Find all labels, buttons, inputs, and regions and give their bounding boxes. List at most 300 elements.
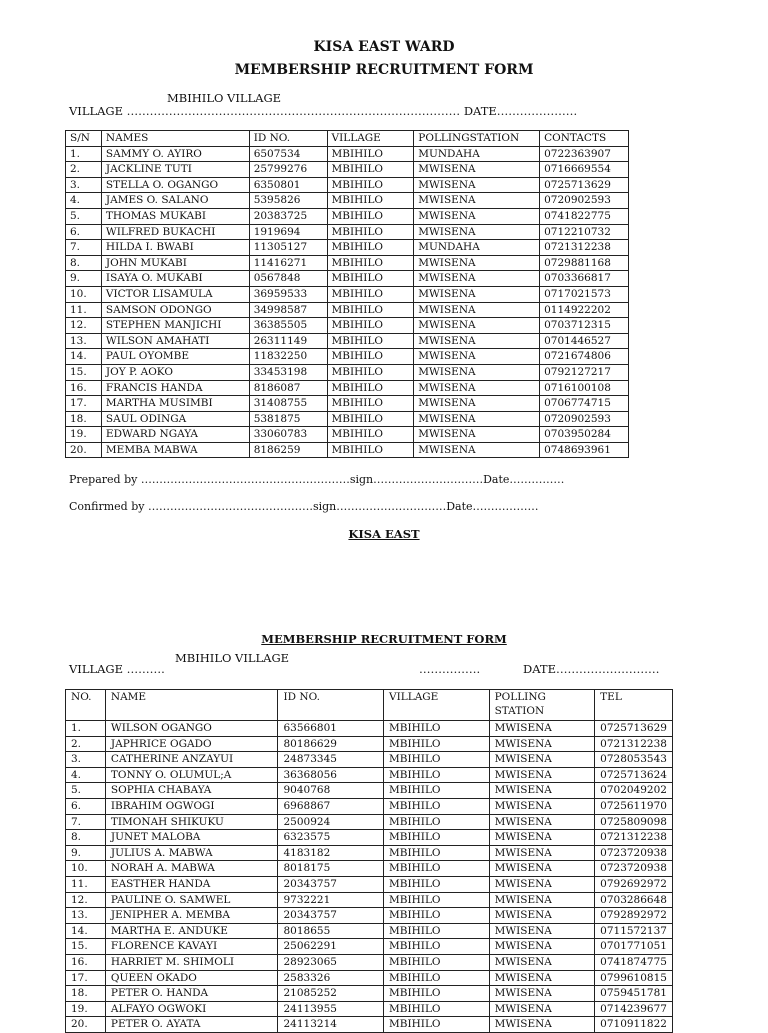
table-cell: 31408755 xyxy=(249,396,327,412)
table-cell: MBIHILO xyxy=(384,845,490,861)
form1-title-form: MEMBERSHIP RECRUITMENT FORM xyxy=(234,62,534,78)
table-cell: 16. xyxy=(66,954,106,970)
table-cell: 13. xyxy=(66,333,102,349)
table-cell: 21085252 xyxy=(278,986,384,1002)
table-cell: 9732221 xyxy=(278,892,384,908)
table-cell: MBIHILO xyxy=(327,240,414,256)
table-cell: 2. xyxy=(66,162,102,178)
table-cell: ALFAYO OGWOKI xyxy=(105,1001,278,1017)
table-row xyxy=(66,255,629,271)
table-cell: 36368056 xyxy=(278,767,384,783)
table-cell: 2500924 xyxy=(278,814,384,830)
table-cell: 1. xyxy=(66,721,106,737)
table-row xyxy=(66,286,629,302)
table-cell: MBIHILO xyxy=(327,318,414,334)
table-cell: 20. xyxy=(66,442,102,458)
table-cell: 0741874775 xyxy=(595,954,673,970)
table-cell: 0567848 xyxy=(249,271,327,287)
table-cell: 0723720938 xyxy=(595,845,673,861)
table-cell: MWISENA xyxy=(414,208,540,224)
table-row xyxy=(66,954,673,970)
column-header: TEL xyxy=(595,690,673,721)
table-cell: 20343757 xyxy=(278,876,384,892)
table-cell: MBIHILO xyxy=(327,271,414,287)
form2-village-name: MBIHILO VILLAGE xyxy=(175,651,290,665)
table-cell: MBIHILO xyxy=(384,752,490,768)
table-row xyxy=(66,892,673,908)
table-cell: MBIHILO xyxy=(327,333,414,349)
table-row xyxy=(66,364,629,380)
table-cell: 11416271 xyxy=(249,255,327,271)
table-cell: 15. xyxy=(66,939,106,955)
table-cell: 3. xyxy=(66,177,102,193)
table-cell: 11. xyxy=(66,302,102,318)
table-cell: 0716100108 xyxy=(540,380,629,396)
table-cell: MWISENA xyxy=(489,908,595,924)
table-cell: PAUL OYOMBE xyxy=(101,349,249,365)
form1-title-ward: KISA EAST WARD xyxy=(313,39,455,55)
table-cell: 9. xyxy=(66,271,102,287)
column-header: CONTACTS xyxy=(540,131,629,147)
table-cell: 18. xyxy=(66,411,102,427)
table-row xyxy=(66,411,629,427)
table-cell: 0703286648 xyxy=(595,892,673,908)
table-cell: 4183182 xyxy=(278,845,384,861)
table-row xyxy=(66,240,629,256)
table-row xyxy=(66,349,629,365)
table-cell: 28923065 xyxy=(278,954,384,970)
table-cell: MBIHILO xyxy=(384,736,490,752)
table-cell: MWISENA xyxy=(414,333,540,349)
table-row xyxy=(66,318,629,334)
table-cell: MBIHILO xyxy=(384,1017,490,1033)
table-row xyxy=(66,923,673,939)
table-cell: MWISENA xyxy=(414,177,540,193)
table-row xyxy=(66,302,629,318)
form2-title: MEMBERSHIP RECRUITMENT FORM xyxy=(261,632,507,646)
table-cell: 0792692972 xyxy=(595,876,673,892)
table-cell: 20343757 xyxy=(278,908,384,924)
table-cell: 0792127217 xyxy=(540,364,629,380)
table-cell: 6507534 xyxy=(249,146,327,162)
table-cell: 26311149 xyxy=(249,333,327,349)
table-cell: MWISENA xyxy=(489,845,595,861)
table-cell: 24113955 xyxy=(278,1001,384,1017)
table-cell: ISAYA O. MUKABI xyxy=(101,271,249,287)
table-cell: EDWARD NGAYA xyxy=(101,427,249,443)
table-row xyxy=(66,798,673,814)
table-cell: 17. xyxy=(66,396,102,412)
table-cell: 4. xyxy=(66,767,106,783)
table-cell: MBIHILO xyxy=(327,193,414,209)
table-cell: JAPHRICE OGADO xyxy=(105,736,278,752)
table-cell: MBIHILO xyxy=(327,208,414,224)
table-cell: MBIHILO xyxy=(384,939,490,955)
table-cell: 8018175 xyxy=(278,861,384,877)
table-cell: 0703366817 xyxy=(540,271,629,287)
table-cell: MBIHILO xyxy=(384,923,490,939)
table-cell: MBIHILO xyxy=(384,783,490,799)
table-cell: MBIHILO xyxy=(327,162,414,178)
table-row xyxy=(66,380,629,396)
table-cell: 0721312238 xyxy=(540,240,629,256)
table-cell: 15. xyxy=(66,364,102,380)
table-cell: JOHN MUKABI xyxy=(101,255,249,271)
table-cell: MBIHILO xyxy=(384,986,490,1002)
form2-mid-dots: ……………. xyxy=(419,662,481,676)
table-cell: JAMES O. SALANO xyxy=(101,193,249,209)
table-cell: 11. xyxy=(66,876,106,892)
table-cell: 8186087 xyxy=(249,380,327,396)
table-cell: 0721312238 xyxy=(595,736,673,752)
table-cell: MWISENA xyxy=(489,752,595,768)
table-cell: MWISENA xyxy=(414,380,540,396)
table-cell: 19. xyxy=(66,427,102,443)
table-cell: MWISENA xyxy=(489,861,595,877)
table-cell: WILSON OGANGO xyxy=(105,721,278,737)
table-cell: 0717021573 xyxy=(540,286,629,302)
table-row xyxy=(66,830,673,846)
table-cell: 0725809098 xyxy=(595,814,673,830)
table-cell: MWISENA xyxy=(414,318,540,334)
table-cell: THOMAS MUKABI xyxy=(101,208,249,224)
table-cell: FRANCIS HANDA xyxy=(101,380,249,396)
table-cell: 34998587 xyxy=(249,302,327,318)
table-cell: MWISENA xyxy=(489,783,595,799)
table-cell: MWISENA xyxy=(489,1001,595,1017)
column-header: POLLING STATION xyxy=(489,690,595,721)
table-cell: 10. xyxy=(66,861,106,877)
table-cell: MBIHILO xyxy=(327,255,414,271)
table-cell: 0792892972 xyxy=(595,908,673,924)
table-cell: 33060783 xyxy=(249,427,327,443)
table-cell: MBIHILO xyxy=(384,954,490,970)
table-cell: MBIHILO xyxy=(384,814,490,830)
table-cell: 0759451781 xyxy=(595,986,673,1002)
table-cell: 11832250 xyxy=(249,349,327,365)
form1-footer: KISA EAST xyxy=(348,527,420,541)
table-cell: PAULINE O. SAMWEL xyxy=(105,892,278,908)
table-cell: 63566801 xyxy=(278,721,384,737)
table-cell: 12. xyxy=(66,892,106,908)
table-cell: 0799610815 xyxy=(595,970,673,986)
table-cell: MWISENA xyxy=(489,721,595,737)
table-cell: 0723720938 xyxy=(595,861,673,877)
table-cell: MWISENA xyxy=(489,939,595,955)
table-row xyxy=(66,177,629,193)
table-cell: MBIHILO xyxy=(327,349,414,365)
form1-table-header xyxy=(66,131,629,147)
table-cell: MEMBA MABWA xyxy=(101,442,249,458)
table-cell: JUNET MALOBA xyxy=(105,830,278,846)
table-cell: 6323575 xyxy=(278,830,384,846)
table-cell: MBIHILO xyxy=(327,177,414,193)
table-cell: 25062291 xyxy=(278,939,384,955)
table-cell: MBIHILO xyxy=(384,1001,490,1017)
table-cell: 0710911822 xyxy=(595,1017,673,1033)
table-cell: 33453198 xyxy=(249,364,327,380)
column-header: ID NO. xyxy=(249,131,327,147)
table-cell: 0728053543 xyxy=(595,752,673,768)
table-cell: 25799276 xyxy=(249,162,327,178)
table-cell: MARTHA MUSIMBI xyxy=(101,396,249,412)
table-cell: 7. xyxy=(66,240,102,256)
table-cell: 2. xyxy=(66,736,106,752)
table-cell: MBIHILO xyxy=(384,861,490,877)
table-cell: MWISENA xyxy=(414,271,540,287)
form1-members-table xyxy=(65,130,629,458)
column-header: POLLINGSTATION xyxy=(414,131,540,147)
table-cell: 80186629 xyxy=(278,736,384,752)
table-cell: 13. xyxy=(66,908,106,924)
table-row xyxy=(66,224,629,240)
table-cell: PETER O. AYATA xyxy=(105,1017,278,1033)
table-cell: 11305127 xyxy=(249,240,327,256)
form2-village-label: VILLAGE ………. xyxy=(69,662,165,676)
table-cell: 0725713629 xyxy=(595,721,673,737)
table-row xyxy=(66,986,673,1002)
table-cell: 0701771051 xyxy=(595,939,673,955)
table-row xyxy=(66,783,673,799)
table-cell: EASTHER HANDA xyxy=(105,876,278,892)
table-row xyxy=(66,427,629,443)
table-cell: MBIHILO xyxy=(327,286,414,302)
table-cell: 5395826 xyxy=(249,193,327,209)
column-header: S/N xyxy=(66,131,102,147)
table-cell: MWISENA xyxy=(414,286,540,302)
table-cell: STEPHEN MANJICHI xyxy=(101,318,249,334)
table-cell: VICTOR LISAMULA xyxy=(101,286,249,302)
table-cell: JOY P. AOKO xyxy=(101,364,249,380)
table-cell: MWISENA xyxy=(414,364,540,380)
table-cell: 0702049202 xyxy=(595,783,673,799)
table-cell: MWISENA xyxy=(414,255,540,271)
table-cell: MWISENA xyxy=(489,767,595,783)
table-cell: 6350801 xyxy=(249,177,327,193)
table-cell: 5. xyxy=(66,208,102,224)
table-cell: MWISENA xyxy=(414,302,540,318)
table-cell: 6. xyxy=(66,224,102,240)
table-cell: 8186259 xyxy=(249,442,327,458)
table-row xyxy=(66,193,629,209)
table-cell: MBIHILO xyxy=(327,224,414,240)
table-cell: 5. xyxy=(66,783,106,799)
table-cell: 24873345 xyxy=(278,752,384,768)
table-cell: MWISENA xyxy=(414,349,540,365)
table-cell: HARRIET M. SHIMOLI xyxy=(105,954,278,970)
table-row xyxy=(66,271,629,287)
table-cell: 16. xyxy=(66,380,102,396)
table-cell: MWISENA xyxy=(414,411,540,427)
table-cell: 14. xyxy=(66,923,106,939)
table-cell: 17. xyxy=(66,970,106,986)
table-row xyxy=(66,736,673,752)
table-cell: 0721312238 xyxy=(595,830,673,846)
table-cell: MWISENA xyxy=(414,162,540,178)
table-cell: MWISENA xyxy=(489,970,595,986)
table-cell: MBIHILO xyxy=(327,364,414,380)
table-cell: 0712210732 xyxy=(540,224,629,240)
form1-confirmed-by-line: Confirmed by ………………………………………sign…………………………Date……………… xyxy=(69,500,539,513)
column-header: ID NO. xyxy=(278,690,384,721)
table-cell: MWISENA xyxy=(489,830,595,846)
form2-date-label: DATE……………………… xyxy=(523,662,660,676)
table-cell: MWISENA xyxy=(414,442,540,458)
form1-prepared-by-line: Prepared by …………………………………………………sign…………………………Date…………… xyxy=(69,473,565,486)
table-cell: 2583326 xyxy=(278,970,384,986)
table-cell: MBIHILO xyxy=(384,908,490,924)
table-cell: SAUL ODINGA xyxy=(101,411,249,427)
table-cell: 36385505 xyxy=(249,318,327,334)
table-cell: MBIHILO xyxy=(327,411,414,427)
table-cell: MBIHILO xyxy=(384,892,490,908)
table-cell: MBIHILO xyxy=(327,442,414,458)
table-cell: 5381875 xyxy=(249,411,327,427)
table-cell: 0720902593 xyxy=(540,411,629,427)
table-cell: TIMONAH SHIKUKU xyxy=(105,814,278,830)
table-row xyxy=(66,162,629,178)
form2-members-table xyxy=(65,689,673,1033)
table-cell: MWISENA xyxy=(489,954,595,970)
table-cell: SAMSON ODONGO xyxy=(101,302,249,318)
table-cell: MWISENA xyxy=(489,923,595,939)
table-row xyxy=(66,861,673,877)
table-cell: SAMMY O. AYIRO xyxy=(101,146,249,162)
table-cell: CATHERINE ANZAYUI xyxy=(105,752,278,768)
table-cell: 19. xyxy=(66,1001,106,1017)
table-cell: MUNDAHA xyxy=(414,146,540,162)
table-cell: 9. xyxy=(66,845,106,861)
table-cell: 6. xyxy=(66,798,106,814)
table-row xyxy=(66,1001,673,1017)
table-cell: 7. xyxy=(66,814,106,830)
table-cell: MWISENA xyxy=(489,814,595,830)
table-cell: 0114922202 xyxy=(540,302,629,318)
table-cell: WILFRED BUKACHI xyxy=(101,224,249,240)
table-cell: MWISENA xyxy=(489,892,595,908)
table-cell: IBRAHIM OGWOGI xyxy=(105,798,278,814)
table-cell: 0721674806 xyxy=(540,349,629,365)
table-cell: 18. xyxy=(66,986,106,1002)
table-cell: 0722363907 xyxy=(540,146,629,162)
table-cell: 6968867 xyxy=(278,798,384,814)
table-cell: HILDA I. BWABI xyxy=(101,240,249,256)
table-cell: 8. xyxy=(66,255,102,271)
table-cell: 14. xyxy=(66,349,102,365)
table-cell: 0703950284 xyxy=(540,427,629,443)
table-row xyxy=(66,146,629,162)
table-row xyxy=(66,396,629,412)
table-row xyxy=(66,845,673,861)
table-cell: MBIHILO xyxy=(327,380,414,396)
table-cell: 0725713624 xyxy=(595,767,673,783)
table-cell: 1. xyxy=(66,146,102,162)
table-cell: 3. xyxy=(66,752,106,768)
table-cell: MBIHILO xyxy=(327,427,414,443)
table-cell: MBIHILO xyxy=(327,302,414,318)
column-header: VILLAGE xyxy=(327,131,414,147)
form1-village-name: MBIHILO VILLAGE xyxy=(167,91,282,105)
form2-table-header xyxy=(66,690,673,721)
table-cell: MBIHILO xyxy=(384,721,490,737)
table-cell: MWISENA xyxy=(414,224,540,240)
table-cell: JACKLINE TUTI xyxy=(101,162,249,178)
table-cell: 20383725 xyxy=(249,208,327,224)
table-cell: 0725713629 xyxy=(540,177,629,193)
table-cell: NORAH A. MABWA xyxy=(105,861,278,877)
table-cell: 24113214 xyxy=(278,1017,384,1033)
table-cell: MARTHA E. ANDUKE xyxy=(105,923,278,939)
table-cell: 0703712315 xyxy=(540,318,629,334)
table-cell: MBIHILO xyxy=(327,146,414,162)
table-row xyxy=(66,442,629,458)
table-row xyxy=(66,876,673,892)
table-cell: TONNY O. OLUMUL;A xyxy=(105,767,278,783)
table-cell: 8. xyxy=(66,830,106,846)
table-cell: 0748693961 xyxy=(540,442,629,458)
table-cell: 0701446527 xyxy=(540,333,629,349)
column-header: NO. xyxy=(66,690,106,721)
table-cell: MBIHILO xyxy=(384,876,490,892)
table-cell: PETER O. HANDA xyxy=(105,986,278,1002)
table-cell: 10. xyxy=(66,286,102,302)
table-cell: MWISENA xyxy=(489,798,595,814)
table-cell: MBIHILO xyxy=(384,798,490,814)
table-cell: 8018655 xyxy=(278,923,384,939)
table-cell: MWISENA xyxy=(414,193,540,209)
table-cell: QUEEN OKADO xyxy=(105,970,278,986)
table-cell: MUNDAHA xyxy=(414,240,540,256)
table-cell: MWISENA xyxy=(489,1017,595,1033)
table-cell: MWISENA xyxy=(414,396,540,412)
table-row xyxy=(66,970,673,986)
table-cell: 0720902593 xyxy=(540,193,629,209)
table-row xyxy=(66,752,673,768)
table-cell: 20. xyxy=(66,1017,106,1033)
table-row xyxy=(66,208,629,224)
table-row xyxy=(66,767,673,783)
table-cell: MBIHILO xyxy=(384,970,490,986)
table-cell: 0716669554 xyxy=(540,162,629,178)
table-cell: 4. xyxy=(66,193,102,209)
table-cell: 1919694 xyxy=(249,224,327,240)
table-cell: 0714239677 xyxy=(595,1001,673,1017)
table-cell: MBIHILO xyxy=(384,767,490,783)
table-row xyxy=(66,721,673,737)
table-cell: MWISENA xyxy=(489,876,595,892)
table-cell: 9040768 xyxy=(278,783,384,799)
table-cell: 0706774715 xyxy=(540,396,629,412)
table-cell: MWISENA xyxy=(489,736,595,752)
form1-village-date-line: VILLAGE …………………………………………………………………………… DATE………………… xyxy=(69,104,578,118)
table-cell: MBIHILO xyxy=(327,396,414,412)
table-cell: WILSON AMAHATI xyxy=(101,333,249,349)
table-row xyxy=(66,908,673,924)
table-cell: 0741822775 xyxy=(540,208,629,224)
table-row xyxy=(66,939,673,955)
table-cell: 12. xyxy=(66,318,102,334)
table-cell: FLORENCE KAVAYI xyxy=(105,939,278,955)
table-cell: 0711572137 xyxy=(595,923,673,939)
table-cell: 36959533 xyxy=(249,286,327,302)
table-cell: MWISENA xyxy=(414,427,540,443)
table-cell: JENIPHER A. MEMBA xyxy=(105,908,278,924)
table-row xyxy=(66,333,629,349)
column-header: NAME xyxy=(105,690,278,721)
column-header: NAMES xyxy=(101,131,249,147)
table-cell: SOPHIA CHABAYA xyxy=(105,783,278,799)
column-header: VILLAGE xyxy=(384,690,490,721)
